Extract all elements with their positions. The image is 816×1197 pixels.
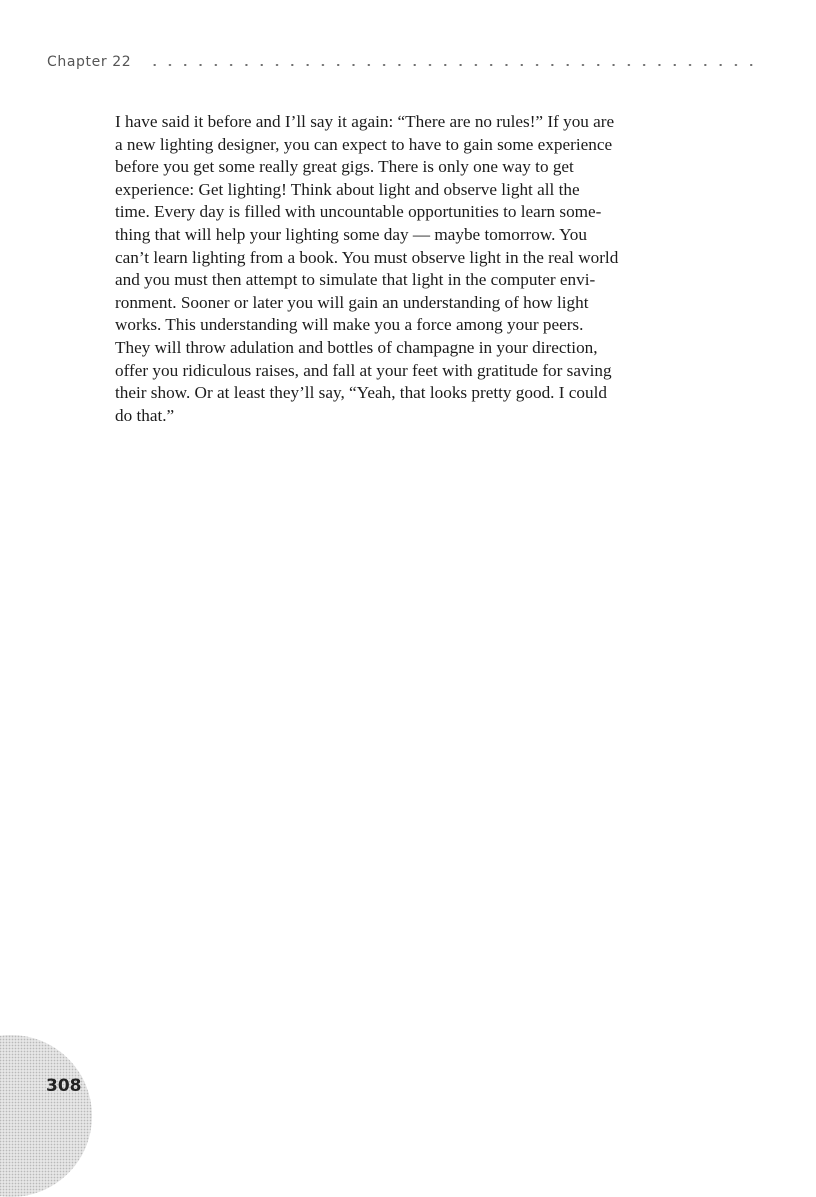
paragraph-line: do that.” [115, 405, 175, 425]
paragraph-line: their show. Or at least they’ll say, “Yeah, that looks pretty good. I could [115, 383, 607, 403]
body-paragraph [115, 111, 705, 427]
chapter-label: Chapter 22 [47, 54, 132, 70]
paragraph-line: I have said it before and I’ll say it again: “There are no rules!” If you are [115, 112, 615, 131]
paragraph-line: and you must then attempt to simulate that light in the computer envi- [115, 270, 596, 290]
paragraph-line: offer you ridiculous raises, and fall at your feet with gratitude for saving [115, 360, 612, 380]
paragraph-line: before you get some really great gigs. There is only one way to get [115, 157, 574, 177]
paragraph-line: can’t learn lighting from a book. You must observe light in the real world [115, 247, 619, 267]
paragraph-line: time. Every day is filled with uncountable opportunities to learn some- [115, 202, 602, 222]
page-corner-tab [0, 1035, 92, 1197]
paragraph-line: experience: Get lighting! Think about light and observe light all the [115, 179, 580, 199]
running-head [47, 52, 760, 72]
page-number: 308 [46, 1076, 82, 1096]
paragraph-line: ronment. Sooner or later you will gain an understanding of how light [115, 292, 589, 312]
paragraph-line: thing that will help your lighting some day — maybe tomorrow. You [115, 224, 587, 244]
dot-leader [147, 64, 760, 66]
paragraph-line: They will throw adulation and bottles of champagne in your direction, [115, 337, 598, 357]
paragraph-line: a new lighting designer, you can expect to have to gain some experience [115, 134, 613, 154]
paragraph-line: works. This understanding will make you a force among your peers. [115, 315, 584, 335]
